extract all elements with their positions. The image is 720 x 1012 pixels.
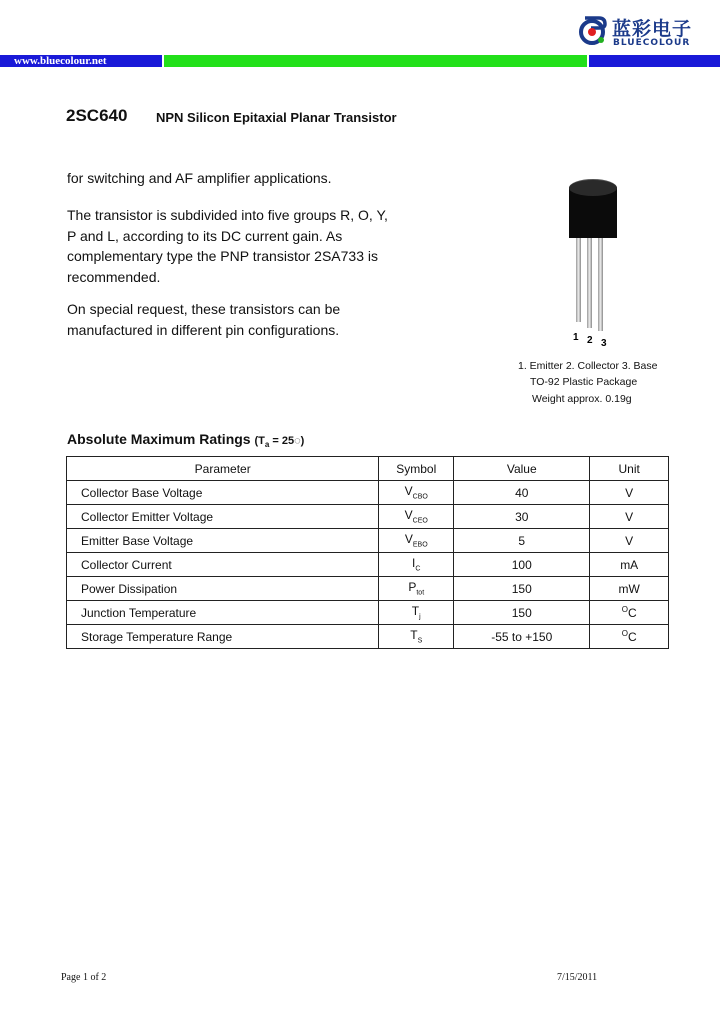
header-unit: Unit bbox=[590, 457, 669, 481]
table-row bbox=[67, 553, 669, 577]
table-row bbox=[67, 577, 669, 601]
header-bar-green bbox=[164, 55, 587, 67]
special-request-text: On special request, these transistors can be manufactured in different pin configurations. bbox=[67, 301, 341, 338]
symbol-cell: $I_C$ bbox=[379, 553, 454, 577]
application-text: for switching and AF amplifier applications. bbox=[67, 170, 332, 186]
bluecolour-logo-icon bbox=[579, 14, 611, 46]
table-row bbox=[67, 505, 669, 529]
table-row bbox=[67, 529, 669, 553]
document-date: 7/15/2011 bbox=[557, 972, 598, 983]
value-cell: 150 bbox=[454, 601, 590, 625]
logo-chinese-text: 蓝彩电子 bbox=[612, 18, 693, 40]
unit-cell: $^O$C bbox=[590, 625, 669, 649]
parameter-cell: Power Dissipation bbox=[67, 577, 379, 601]
pin-label-1: 1 bbox=[573, 332, 579, 343]
value-cell: -55 to +150 bbox=[454, 625, 590, 649]
parameter-cell: Junction Temperature bbox=[67, 601, 379, 625]
unit-cell: mA bbox=[590, 553, 669, 577]
symbol-cell: $V_{EBO}$ bbox=[379, 529, 454, 553]
logo-english-text: BLUECOLOUR bbox=[613, 38, 691, 48]
parameter-cell: Emitter Base Voltage bbox=[67, 529, 379, 553]
weight-caption: Weight approx. 0.19g bbox=[532, 393, 632, 405]
page-number: Page 1 of 2 bbox=[61, 972, 107, 983]
header-bar-blue-right bbox=[589, 55, 720, 67]
website-link[interactable]: www.bluecolour.net bbox=[14, 55, 107, 67]
table-row bbox=[67, 625, 669, 649]
header-parameter: Parameter bbox=[67, 457, 379, 481]
header-value: Value bbox=[454, 457, 590, 481]
ratings-header-row bbox=[67, 457, 669, 481]
part-description: NPN Silicon Epitaxial Planar Transistor bbox=[156, 110, 397, 125]
value-cell: 5 bbox=[454, 529, 590, 553]
ratings-title bbox=[67, 431, 304, 449]
unit-cell: $^O$C bbox=[590, 601, 669, 625]
value-cell: 100 bbox=[454, 553, 590, 577]
value-cell: 150 bbox=[454, 577, 590, 601]
unit-cell: V bbox=[590, 505, 669, 529]
unit-cell: V bbox=[590, 529, 669, 553]
ratings-table bbox=[66, 456, 669, 649]
package-caption: TO-92 Plastic Package bbox=[530, 376, 638, 388]
pin-label-2: 2 bbox=[587, 335, 593, 346]
symbol-cell: $V_{CBO}$ bbox=[379, 481, 454, 505]
symbol-cell: $T_S$ bbox=[379, 625, 454, 649]
value-cell: 30 bbox=[454, 505, 590, 529]
symbol-cell: $V_{CEO}$ bbox=[379, 505, 454, 529]
unit-cell: mW bbox=[590, 577, 669, 601]
pinout-caption: 1. Emitter 2. Collector 3. Base bbox=[518, 360, 658, 372]
company-logo bbox=[579, 14, 709, 48]
parameter-cell: Storage Temperature Range bbox=[67, 625, 379, 649]
table-row bbox=[67, 481, 669, 505]
part-number: 2SC640 bbox=[66, 106, 128, 125]
ratings-condition: ($T_a$ = 25◌) bbox=[254, 435, 305, 450]
table-row bbox=[67, 601, 669, 625]
ratings-title-text: Absolute Maximum Ratings bbox=[67, 431, 251, 447]
header-symbol: Symbol bbox=[379, 457, 454, 481]
parameter-cell: Collector Current bbox=[67, 553, 379, 577]
symbol-cell: $T_j$ bbox=[379, 601, 454, 625]
groups-text: The transistor is subdivided into five groups R, O, Y, P and L, according to its DC current gain. As complementary type the PNP transistor 2SA733 is recommended. bbox=[67, 207, 388, 285]
symbol-cell: $P_{tot}$ bbox=[379, 577, 454, 601]
value-cell: 40 bbox=[454, 481, 590, 505]
unit-cell: V bbox=[590, 481, 669, 505]
parameter-cell: Collector Base Voltage bbox=[67, 481, 379, 505]
to92-transistor-illustration bbox=[563, 178, 623, 348]
parameter-cell: Collector Emitter Voltage bbox=[67, 505, 379, 529]
pin-label-3: 3 bbox=[601, 338, 607, 348]
